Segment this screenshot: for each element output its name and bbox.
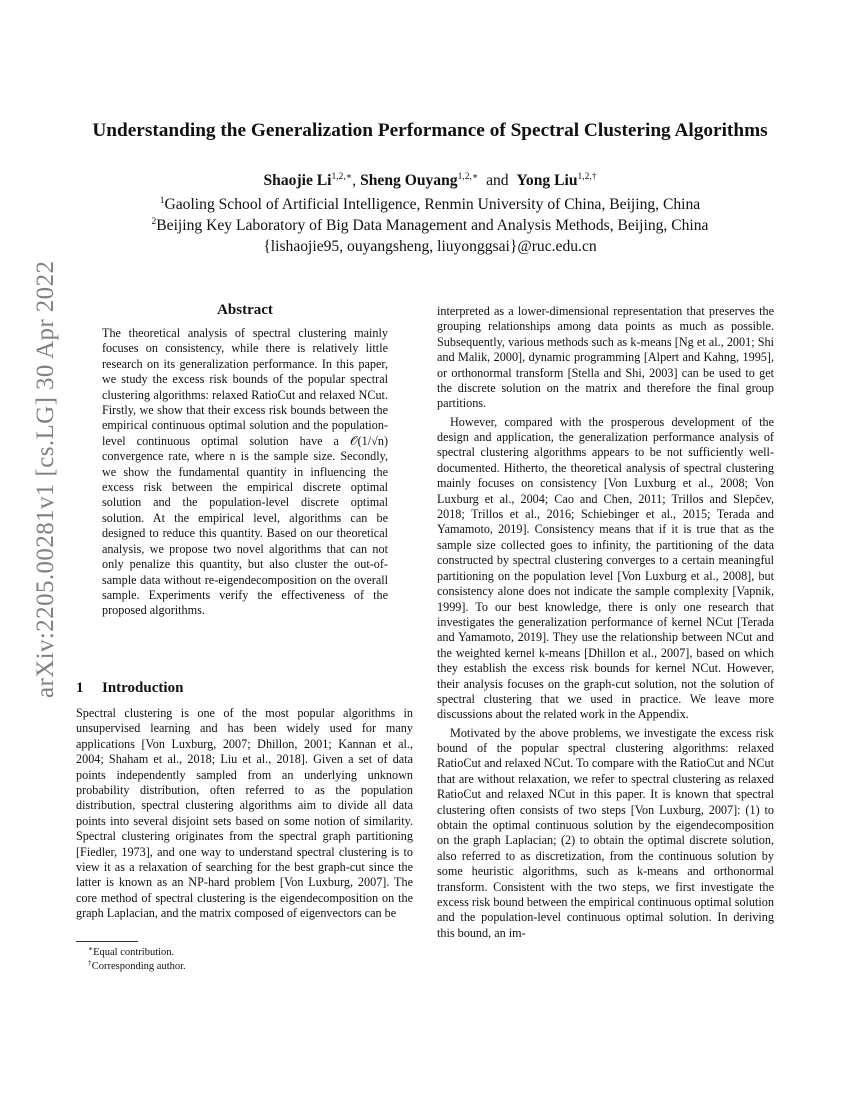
body-paragraph: However, compared with the prosperous development of the design and application, the generalization performance analysis of spectral clustering algorithms appears to be not sufficiently well-documented. Hitherto, the theoretical analysis of spectral clustering mainly focuses on consistency [Von Luxburg et al., 2008; Von Luxburg et al., 2004; Cao and Chen, 2011; Trillos and Slepčev, 2018; Trillos et al., 2016; Schiebinger et al., 2015; Terada and Yamamoto, 2019]. Consistency means that if it is true that as the sample size collected goes to infinity, the partitioning of the data constructed by spectral clustering converges to a certain meaningful partitioning on the population level [Von Luxburg et al., 2008], but consistency alone does not indicate the sample complexity [Vapnik, 1999]. To our best knowledge, there is only one research that investigates the generalization performance of kernel NCut [Terada and Yamamoto, 2019]. They use the relationship between NCut and the weighted kernel k-means [Dhillon et al., 2007], based on which they establish the excess risk bounds for kernel NCut. However, their analysis focuses on the graph-cut solution, not the solution of spectral clustering that we used in practice. We leave more discussions about the related work in the Appendix. [437,414,774,722]
introduction-right-column [437,304,774,944]
paper-title: Understanding the Generalization Performance of Spectral Clustering Algorithms [92,120,768,141]
affiliation-line [80,215,780,236]
arxiv-identifier: arXiv:2205.00281v1 [cs.LG] 30 Apr 2022 [32,260,59,698]
body-paragraph: Spectral clustering is one of the most popular algorithms in unsupervised learning and has been widely used for many applications [Von Luxburg, 2007; Dhillon, 2001; Kannan et al., 2004; Shaham et al., 2018; Liu et al., 2018]. Given a set of data points independently sampled from an underlying unknown probability distribution, often referred to as the population distribution, spectral clustering algorithms aim to divide all data points into several disjoint sets based on some notion of similarity. Spectral clustering originates from the spectral graph partitioning [Fiedler, 1973], and one way to understand spectral clustering is to view it as a relaxation of searching for the best graph-cut since the latter is known as an NP-hard problem [Von Luxburg, 2007]. The core method of spectral clustering is the eigendecomposition on the graph Laplacian, and the matrix composed of eigenvectors can be [76,706,413,921]
author-affil-mark: 1,2,∗ [457,172,479,182]
abstract-heading: Abstract [217,302,273,318]
abstract-body [102,326,388,619]
author-affil-mark: 1,2,† [577,172,597,182]
affiliation-line [80,194,780,215]
footnote [76,946,413,960]
introduction-left-column [76,706,413,922]
section-heading-introduction [76,679,406,698]
footnote-text: Equal contribution. [93,947,175,958]
affiliation-text: Beijing Key Laboratory of Big Data Management and Analysis Methods, Beijing, China [156,217,709,234]
author-list [100,171,760,191]
author-separator: , [352,172,357,189]
body-paragraph: Motivated by the above problems, we investigate the excess risk bound of the popular spectral clustering algorithms: relaxed RatioCut and relaxed NCut. To compare with the RatioCut and NCut that are without relaxation, we refer to spectral clustering as relaxed RatioCut and relaxed NCut in this paper. It is known that spectral clustering often consists of two steps [Von Luxburg, 2007]: (1) to obtain the optimal continuous solution by the eigendecomposition on the graph Laplacian; (2) to obtain the optimal discrete solution, also referred to as discretization, from the continuous solution by some heuristic algorithms, such as k-means and orthonormal transform. Consistent with the two steps, we first investigate the excess risk bound between the empirical continuous optimal solution and the population-level continuous optimal solution. In deriving this bound, an im- [437,725,774,940]
footnote-text: Corresponding author. [91,961,186,972]
body-paragraph: interpreted as a lower-dimensional representation that preserves the grouping relationships among data points as much as possible. Subsequently, various methods such as k-means [Ng et al., 2001; Shi and Malik, 2000], dynamic programming [Alpert and Kahng, 1995], or orthonormal transform [Stella and Shi, 2003] can be used to get the discrete solution on the matrix and therefore the final group partitions. [437,304,774,411]
author-emails: {lishaojie95, ouyangsheng, liuyonggsai}@ruc.edu.cn [263,238,597,255]
abstract-paragraph: The theoretical analysis of spectral clustering mainly focuses on consistency, while there is relatively little research on its generalization performance. In this paper, we study the excess risk bounds of the popular spectral clustering algorithms: relaxed RatioCut and relaxed NCut. Firstly, we show that their excess risk bounds between the empirical continuous optimal solution and the population-level continuous optimal solution have a 𝒪(1/√n) convergence rate, where n is the sample size. Secondly, we show the fundamental quantity in influencing the excess risk between the empirical discrete optimal solution and the population-level discrete optimal solution. At the empirical level, algorithms can be designed to reduce this quantity. Based on our theoretical analysis, we propose two novel algorithms that can not only penalize this quantity, but also cluster the out-of-sample data without re-eigendecomposition on the overall sample. Experiments verify the effectiveness of the proposed algorithms. [102,326,388,618]
footnote-mark: † [88,958,92,967]
footnotes [76,946,413,974]
footnote-divider [76,941,138,942]
section-number: 1 [76,680,84,696]
author-name: Yong Liu [516,172,578,189]
author-conjunction: and [486,172,509,189]
author-name: Sheng Ouyang [360,172,458,189]
affiliations [80,194,780,257]
affiliation-number: 2 [151,217,157,227]
affiliation-text: Gaoling School of Artificial Intelligence, Renmin University of China, Beijing, China [164,196,701,213]
author-affil-mark: 1,2,∗ [331,172,353,182]
affiliation-number: 1 [159,196,165,206]
author-name: Shaojie Li [263,172,332,189]
section-title: Introduction [102,680,184,696]
footnote [76,960,413,974]
footnote-mark: ∗ [88,944,94,953]
